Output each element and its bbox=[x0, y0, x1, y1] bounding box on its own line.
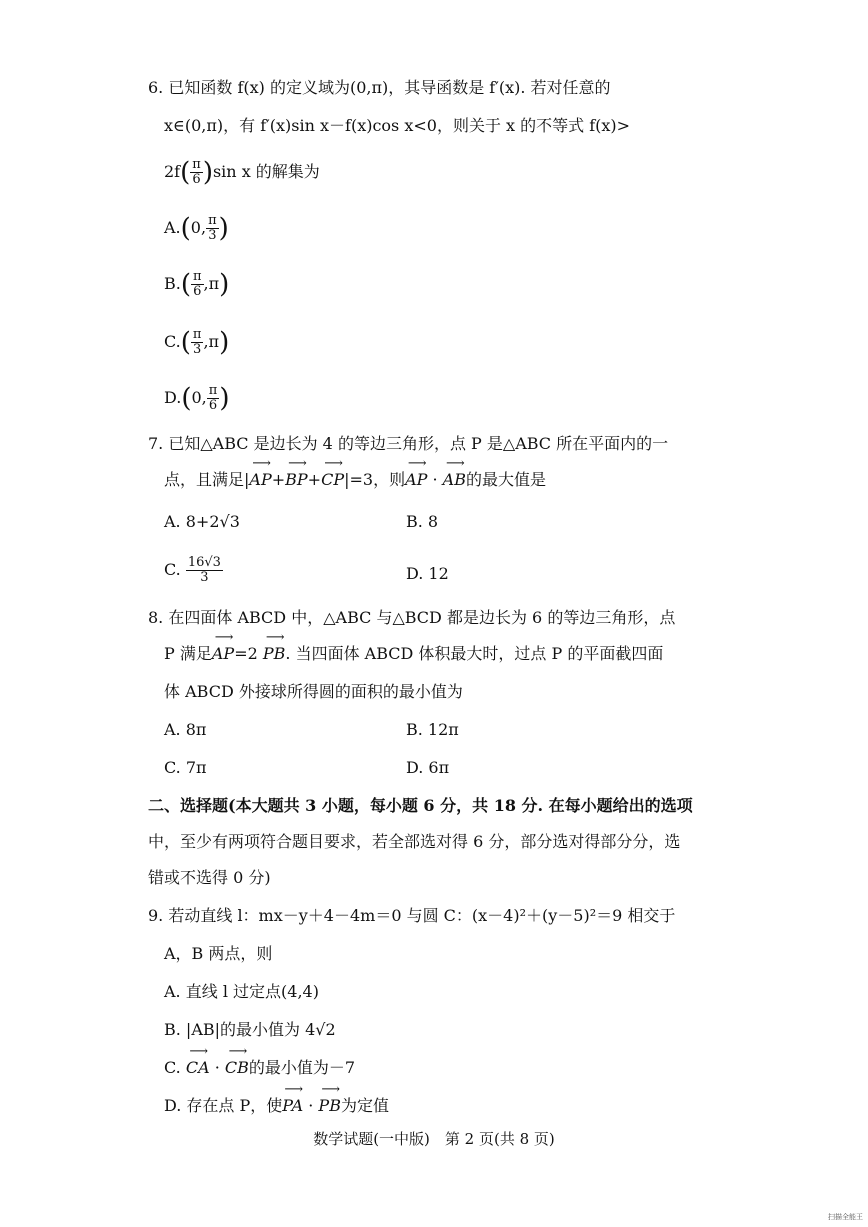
q8-option-c: C. 7π bbox=[164, 758, 207, 777]
q8-option-d: D. 6π bbox=[406, 758, 450, 777]
vector-ap-q8: ⟶ AP bbox=[212, 642, 234, 666]
vector-pb: ⟶ PB bbox=[318, 1094, 341, 1118]
vector-pb-q8: ⟶ PB bbox=[263, 642, 286, 666]
q7-line2: 点，且满足|⟶ AP+⟶ BP+⟶ CP|=3，则⟶ AP · ⟶ AB的最大值是 bbox=[164, 468, 546, 492]
section2-line2: 中，至少有两项符合题目要求，若全部选对得 6 分，部分选对得部分分，选 bbox=[148, 832, 681, 851]
q9-line1: 9. 若动直线 l：mx－y＋4－4m＝0 与圆 C：(x－4)²＋(y－5)²＝9 相交于 bbox=[148, 906, 676, 925]
vector-ap-2: ⟶ AP bbox=[405, 468, 427, 492]
q6-option-d: D.(0, $\frac{\pi}{6}$ ) bbox=[164, 383, 230, 414]
q8-option-b: B. 12π bbox=[406, 720, 459, 739]
q7-option-c: C. $\frac{16√3}{3}$ bbox=[164, 555, 221, 585]
q8-line3: 体 ABCD 外接球所得圆的面积的最小值为 bbox=[164, 682, 463, 701]
section2-line1: 二、选择题(本大题共 3 小题，每小题 6 分，共 18 分. 在每小题给出的选项 bbox=[148, 796, 693, 815]
q9-option-c: C. ⟶ CA · ⟶ CB的最小值为－7 bbox=[164, 1056, 355, 1080]
q6-line2: x∈(0,π)，有 f′(x)sin x－f(x)cos x<0，则关于 x 的不等式 f(x)> bbox=[164, 116, 631, 135]
q6-option-a: A.(0, $\frac{\pi}{3}$ ) bbox=[164, 213, 229, 244]
q7-option-d: D. 12 bbox=[406, 564, 449, 583]
q6-option-c: C.( $\frac{\pi}{3}$ ,π) bbox=[164, 327, 230, 358]
q8-option-a: A. 8π bbox=[164, 720, 207, 739]
q6-option-b: B.( $\frac{\pi}{6}$ ,π) bbox=[164, 269, 230, 300]
q9-line2: A，B 两点，则 bbox=[164, 944, 273, 963]
vector-ab: ⟶ AB bbox=[443, 468, 466, 492]
q6-line1: 6. 已知函数 f(x) 的定义域为(0,π)，其导函数是 f′(x). 若对任意的 bbox=[148, 78, 611, 97]
vector-bp: ⟶ BP bbox=[285, 468, 308, 492]
q7-option-a: A. 8+2√3 bbox=[164, 512, 240, 531]
vector-cp: ⟶ CP bbox=[321, 468, 344, 492]
page-footer: 数学试题(一中版) 第 2 页(共 8 页) bbox=[313, 1130, 555, 1148]
q6-line3: 2f( $\frac{\pi}{6}$ )sin x 的解集为 bbox=[164, 157, 320, 188]
vector-ca: ⟶ CA bbox=[186, 1056, 210, 1080]
q6-line3-post: sin x 的解集为 bbox=[212, 162, 320, 181]
q8-line2: P 满足⟶ AP=2 ⟶ PB. 当四面体 ABCD 体积最大时，过点 P 的平面截四面 bbox=[164, 642, 663, 666]
scanner-watermark: 扫描全能王 bbox=[828, 1213, 863, 1221]
vector-pa: ⟶ PA bbox=[282, 1094, 303, 1118]
q7-option-b: B. 8 bbox=[406, 512, 439, 531]
q9-option-d: D. 存在点 P，使⟶ PA · ⟶ PB为定值 bbox=[164, 1094, 389, 1118]
q6-line3-frac: $\frac{\pi}{6}$ bbox=[192, 157, 201, 187]
vector-cb: ⟶ CB bbox=[225, 1056, 249, 1080]
q7-line1: 7. 已知△ABC 是边长为 4 的等边三角形，点 P 是△ABC 所在平面内的一 bbox=[148, 434, 669, 453]
q9-option-a: A. 直线 l 过定点(4,4) bbox=[164, 982, 319, 1001]
section2-line3: 错或不选得 0 分) bbox=[148, 868, 271, 887]
vector-ap: ⟶ AP bbox=[249, 468, 271, 492]
q6-line3-pre: 2f bbox=[164, 162, 181, 181]
q8-line1: 8. 在四面体 ABCD 中，△ABC 与△BCD 都是边长为 6 的等边三角形，点 bbox=[148, 608, 676, 627]
q9-option-b: B. |AB|的最小值为 4√2 bbox=[164, 1020, 336, 1039]
